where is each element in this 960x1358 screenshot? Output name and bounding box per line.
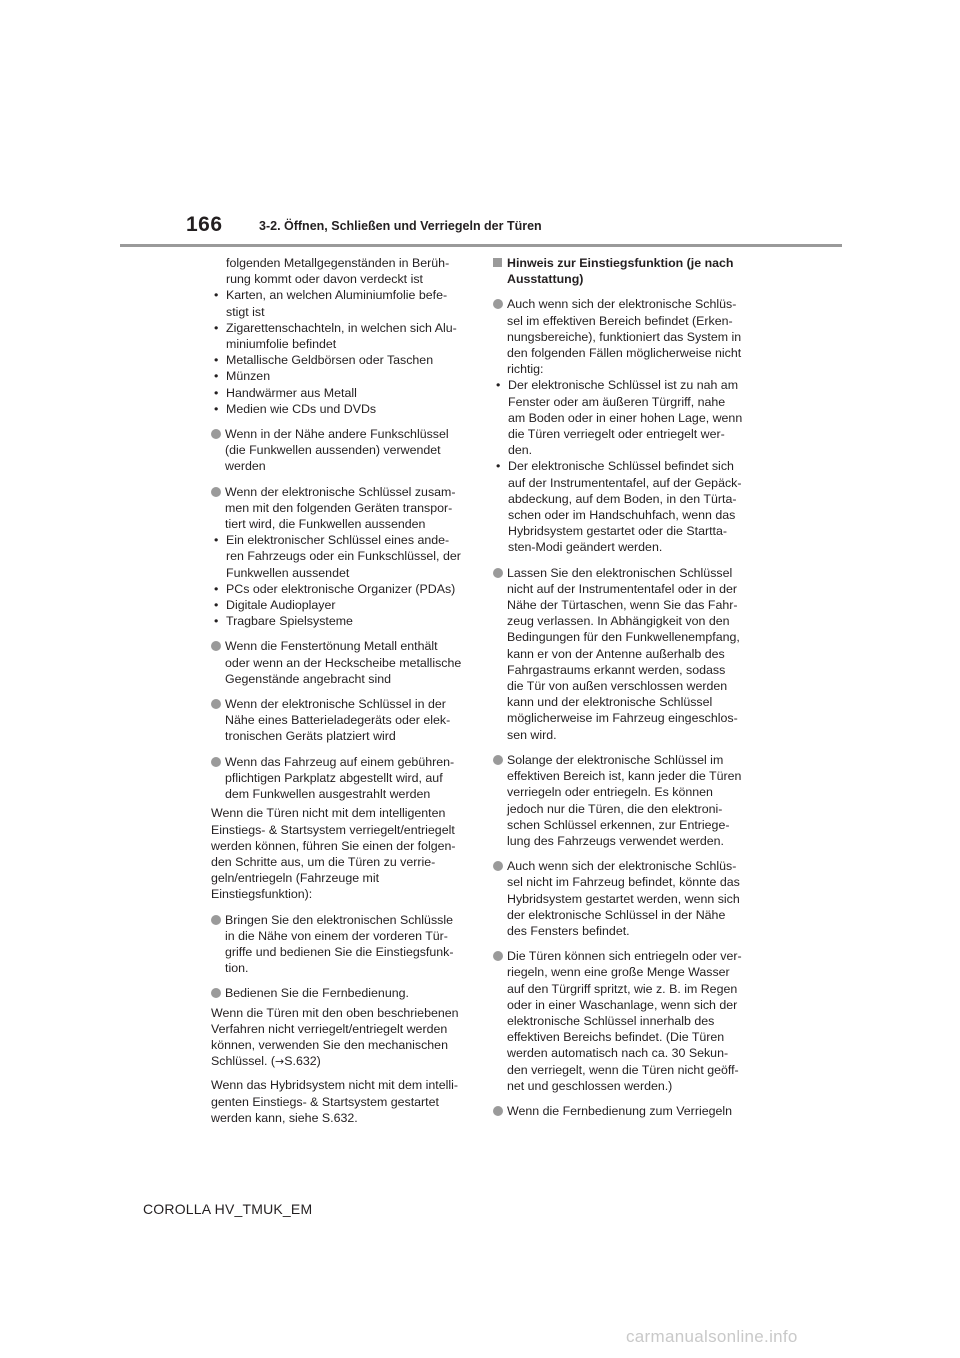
section-title: 3-2. Öffnen, Schließen und Verriegeln der Türen [259,219,542,233]
text-line: auf der Instrumententafel, auf der Gepäck- [508,475,742,490]
continued-text [211,255,473,287]
text-line: oder in einer Waschanlage, wenn sich der [507,997,738,1012]
devices-list [211,532,473,629]
text-line: • Der elektronische Schlüssel befindet sich [508,459,734,474]
text-line: Einstiegs- & Startsystem verriegelt/entriegelt [211,822,455,837]
text-line: Verfahren nicht verriegelt/entriegelt werden [211,1021,448,1036]
paragraph-lock-steps [211,805,473,902]
list-item [211,352,473,368]
text-line: kann und der elektronische Schlüssel [507,695,713,710]
text-line: Bedingungen für den Funkwellenempfang, [507,630,740,645]
text-line: Wenn die Türen nicht mit dem intelligenten [211,806,446,821]
text-line: Hybridsystem gestartet oder die Startta- [508,524,727,539]
text-line: des Fensters befindet. [507,923,630,938]
text-line: • Der elektronische Schlüssel ist zu nah am [508,378,739,393]
text-line: den folgenden Fällen möglicherweise nicht [507,346,742,361]
text-line: sel im effektiven Bereich befindet (Erken- [507,313,733,328]
text-line: schen Schlüssel erkennen, zur Entriege- [507,817,730,832]
text-line: Lassen Sie den elektronischen Schlüssel [507,565,733,580]
text-line: Auch wenn sich der elektronische Schlüs- [507,297,737,312]
text-line: Solange der elektronische Schlüssel im [507,752,724,767]
header-divider [120,244,842,247]
text-line: Ausstattung) [507,272,584,287]
text-line: auf den Türgriff spritzt, wie z. B. im Regen [507,981,738,996]
step-remote [211,985,473,1001]
list-item [211,401,473,417]
text-line: nungsbereiche), funktioniert das System in [507,329,742,344]
text-line: die Türen verriegelt oder entriegelt wer- [508,427,725,442]
list-item [211,385,473,401]
note-battery-charger [211,696,473,745]
text-line: Wenn das Hybridsystem nicht mit dem intelli- [211,1078,458,1093]
text-line: • Medien wie CDs und DVDs [226,401,377,416]
text-line: Wenn die Fernbedienung zum Verriegeln [507,1103,733,1118]
text-line: können, verwenden Sie den mechanischen [211,1037,448,1052]
text-line: tiert wird, die Funkwellen aussenden [225,517,426,532]
text-line: Wenn die Türen mit den oben beschriebenen [211,1005,459,1020]
list-item [211,368,473,384]
text-line: sten-Modi geändert werden. [508,540,663,555]
note-carried-devices [211,484,473,533]
page-number: 166 [186,213,223,236]
text-line: men mit den folgenden Geräten transpor- [225,500,453,515]
text-line: Fahrgastraums erkannt werden, sodass [507,662,726,677]
text-line: Hybridsystem gestartet werden, wenn sich [507,891,740,906]
text-line: Nähe eines Batterieladegeräts oder elek- [225,713,451,728]
text-line: jedoch nur die Türen, die den elektroni- [507,801,723,816]
left-column [211,255,473,1126]
text-line: den verriegelt, wenn die Türen nicht geöff- [507,1062,739,1077]
text-line: • Karten, an welchen Aluminiumfolie befe- [226,288,448,303]
list-item [211,613,473,629]
text-line: abdeckung, auf dem Boden, in den Türta- [508,491,737,506]
text-line: (die Funkwellen aussenden) verwendet [225,443,441,458]
text-line: Die Türen können sich entriegeln oder ver- [507,949,742,964]
list-item [211,581,473,597]
text-line: effektiven Bereich ist, kann jeder die Türen [507,769,742,784]
note-effective-range [493,296,755,377]
list-item [211,597,473,613]
text-line: • PCs oder elektronische Organizer (PDAs) [226,581,456,596]
paragraph-mechanical-key: Wenn die Türen mit den oben beschriebenen Verfahren nicht verriegelt/entriegelt werden können, verwenden Sie den mechanischen Schlüssel. (→S.632) [211,1005,473,1071]
text-line: den. [508,443,533,458]
arrow-icon: → [275,1055,285,1069]
note-window-tint [211,638,473,687]
text-line: geln/entriegeln (Fahrzeuge mit [211,871,380,886]
text-line: net und geschlossen werden.) [507,1078,673,1093]
right-column [493,255,755,1119]
text-line: Fenster oder am äußeren Türgriff, nahe [508,394,726,409]
text-line: werden automatisch nach ca. 30 Sekun- [507,1046,729,1061]
text-line: Bedienen Sie die Fernbedienung. [225,986,409,1001]
text-line: Wenn der elektronische Schlüssel zusam- [225,484,456,499]
text-line: sen wird. [507,727,557,742]
text-line: miniumfolie befindet [226,337,337,352]
note-water-spray [493,948,755,1094]
text-line: riegeln, wenn eine große Menge Wasser [507,965,730,980]
note-start-near-window [493,858,755,939]
text-line: tion. [225,961,249,976]
text-line: • Tragbare Spielsysteme [226,614,353,629]
text-line: lung des Fahrzeugs verwendet werden. [507,833,724,848]
text-line: Funkwellen aussendet [226,565,350,580]
text-line: Auch wenn sich der elektronische Schlüs- [507,859,737,874]
note-remote-lock [493,1103,755,1119]
text-line: werden können, führen Sie einen der folgen- [211,838,456,853]
text-line: Nähe der Türtaschen, wenn Sie das Fahr- [507,598,738,613]
text-line: dem Funkwellen ausgestrahlt werden [225,787,431,802]
text-line: richtig: [507,362,544,377]
text-line: Wenn in der Nähe andere Funkschlüssel [225,427,449,442]
note-radio-keys [211,426,473,475]
text-line: schen oder im Handschuhfach, wenn das [508,508,736,523]
text-line: genten Einstiegs- & Startsystem gestartet [211,1094,439,1109]
text-line: rung kommt oder davon verdeckt ist [226,272,423,287]
text-line: werden [225,459,266,474]
watermark: carmanualsonline.info [626,1327,798,1346]
paragraph-hybrid-start [211,1077,473,1126]
note-anyone-can-lock [493,752,755,849]
text-line: die Tür von außen verschlossen werden [507,679,728,694]
page-ref-link[interactable]: S.632) [284,1054,321,1069]
text-line: effektiven Bereichs befindet. (Die Türen [507,1030,725,1045]
text-line: • Digitale Audioplayer [226,598,336,613]
text-line: sel nicht im Fahrzeug befindet, könnte das [507,875,740,890]
text-line: Gegenstände angebracht sind [225,671,392,686]
text-line: stigt ist [226,304,265,319]
text-line: Wenn das Fahrzeug auf einem gebühren- [225,754,455,769]
text-line: pflichtigen Parkplatz abgestellt wird, auf [225,770,443,785]
text-line: nicht auf der Instrumententafel oder in der [507,581,738,596]
list-item [493,458,755,555]
text-line: • Zigarettenschachteln, in welchen sich Alu- [226,320,457,335]
text-line: werden kann, siehe S.632. [211,1110,358,1125]
text-line: Wenn die Fenstertönung Metall enthält [225,639,438,654]
list-item [211,532,473,581]
text-line: Wenn der elektronische Schlüssel in der [225,697,446,712]
text-line: möglicherweise im Fahrzeug eingeschlos- [507,711,738,726]
text-line: zeug verlassen. In Abhängigkeit von den [507,614,730,629]
text-line: • Handwärmer aus Metall [226,385,357,400]
malfunction-cases-list [493,377,755,555]
text-line: tronischen Geräts platziert wird [225,729,396,744]
list-item [211,320,473,352]
text-line: ren Fahrzeugs oder ein Funkschlüssel, der [226,549,461,564]
text-line: Bringen Sie den elektronischen Schlüssle [225,912,453,927]
text-line: kann er von der Antenne außerhalb des [507,646,725,661]
text-line: Einstiegsfunktion): [211,887,313,902]
text-line: elektronische Schlüssel innerhalb des [507,1013,715,1028]
text-line: in die Nähe von einem der vorderen Tür- [225,928,448,943]
text-line: folgenden Metallgegenständen in Berüh- [226,256,450,270]
text-line: • Metallische Geldbörsen oder Taschen [226,353,434,368]
section-heading-entry-function [493,255,755,287]
metal-objects-list [211,287,473,417]
text-line: der elektronische Schlüssel in der Nähe [507,907,726,922]
text-line: griffe und bedienen Sie die Einstiegsfunk- [225,944,454,959]
note-leave-key [493,565,755,743]
text-line: verriegeln oder entriegeln. Es können [507,785,713,800]
note-paid-parking [211,754,473,803]
text-line: Hinweis zur Einstiegsfunktion (je nach [507,256,734,270]
list-item [211,287,473,319]
text-line: • Ein elektronischer Schlüssel eines ande- [226,533,450,548]
list-item [493,377,755,458]
text-line: am Boden oder in einer hohen Lage, wenn [508,410,743,425]
step-bring-key [211,912,473,977]
text-line: oder wenn an der Heckscheibe metallische [225,655,462,670]
text-line: den Schritte aus, um die Türen zu verrie- [211,854,436,869]
text-line: • Münzen [226,369,271,384]
footer-model-code: COROLLA HV_TMUK_EM [143,1201,313,1217]
